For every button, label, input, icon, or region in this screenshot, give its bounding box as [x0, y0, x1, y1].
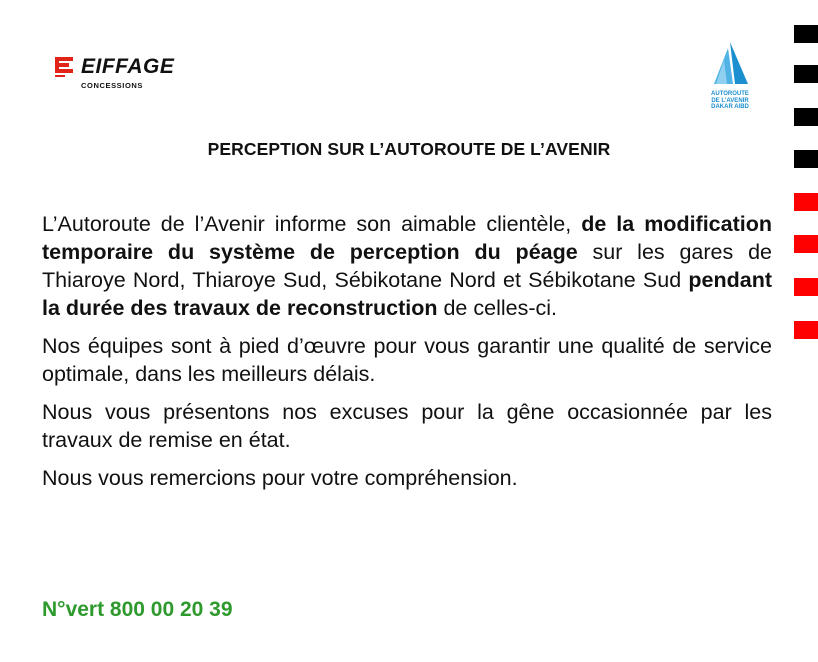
autoroute-logo — [700, 40, 760, 115]
paragraph-2: Nos équipes sont à pied d’œuvre pour vous garantir une qualité de service optimale, dans les meilleurs délais. — [42, 334, 772, 386]
black-square — [794, 25, 818, 43]
paragraph-3: Nous vous présentons nos excuses pour la gêne occasionnée par les travaux de remise en état. — [42, 400, 772, 452]
notice-title: PERCEPTION SUR L’AUTOROUTE DE L’AVENIR — [207, 139, 611, 159]
black-square — [794, 65, 818, 83]
red-square — [794, 193, 818, 211]
paragraph-4: Nous vous remercions pour votre compréhension. — [42, 466, 518, 490]
paragraph-1 — [42, 210, 772, 322]
eiffage-subtitle: CONCESSIONS — [81, 81, 144, 90]
p1-text-2: sur les gares de Thiaroye Nord, Thiaroye Sud, Sébikotane Nord et Sébikotane Sud — [42, 240, 772, 292]
notice-body — [42, 210, 772, 502]
sail-icon — [708, 40, 752, 86]
p1-bold-2: pendant la durée des travaux de reconstruction — [42, 268, 772, 320]
black-square — [794, 108, 818, 126]
eiffage-logo — [53, 55, 193, 97]
p1-text-1: L’Autoroute de l’Avenir informe son aimable clientèle, — [42, 212, 582, 236]
red-square — [794, 321, 818, 339]
decorative-squares — [794, 0, 818, 662]
black-square — [794, 150, 818, 168]
autoroute-line-1: AUTOROUTE — [711, 91, 749, 97]
red-square — [794, 278, 818, 296]
eiffage-name: EIFFAGE — [81, 55, 175, 78]
autoroute-line-3: DAKAR AIBD — [711, 104, 749, 110]
autoroute-line-2: DE L'AVENIR — [711, 97, 749, 104]
eiffage-mark-icon — [53, 56, 75, 78]
hotline-number: N°vert 800 00 20 39 — [42, 598, 233, 621]
p1-text-3: de celles-ci. — [437, 296, 557, 320]
red-square — [794, 235, 818, 253]
p1-bold-1: de la modification temporaire du système de perception du péage — [42, 212, 772, 264]
